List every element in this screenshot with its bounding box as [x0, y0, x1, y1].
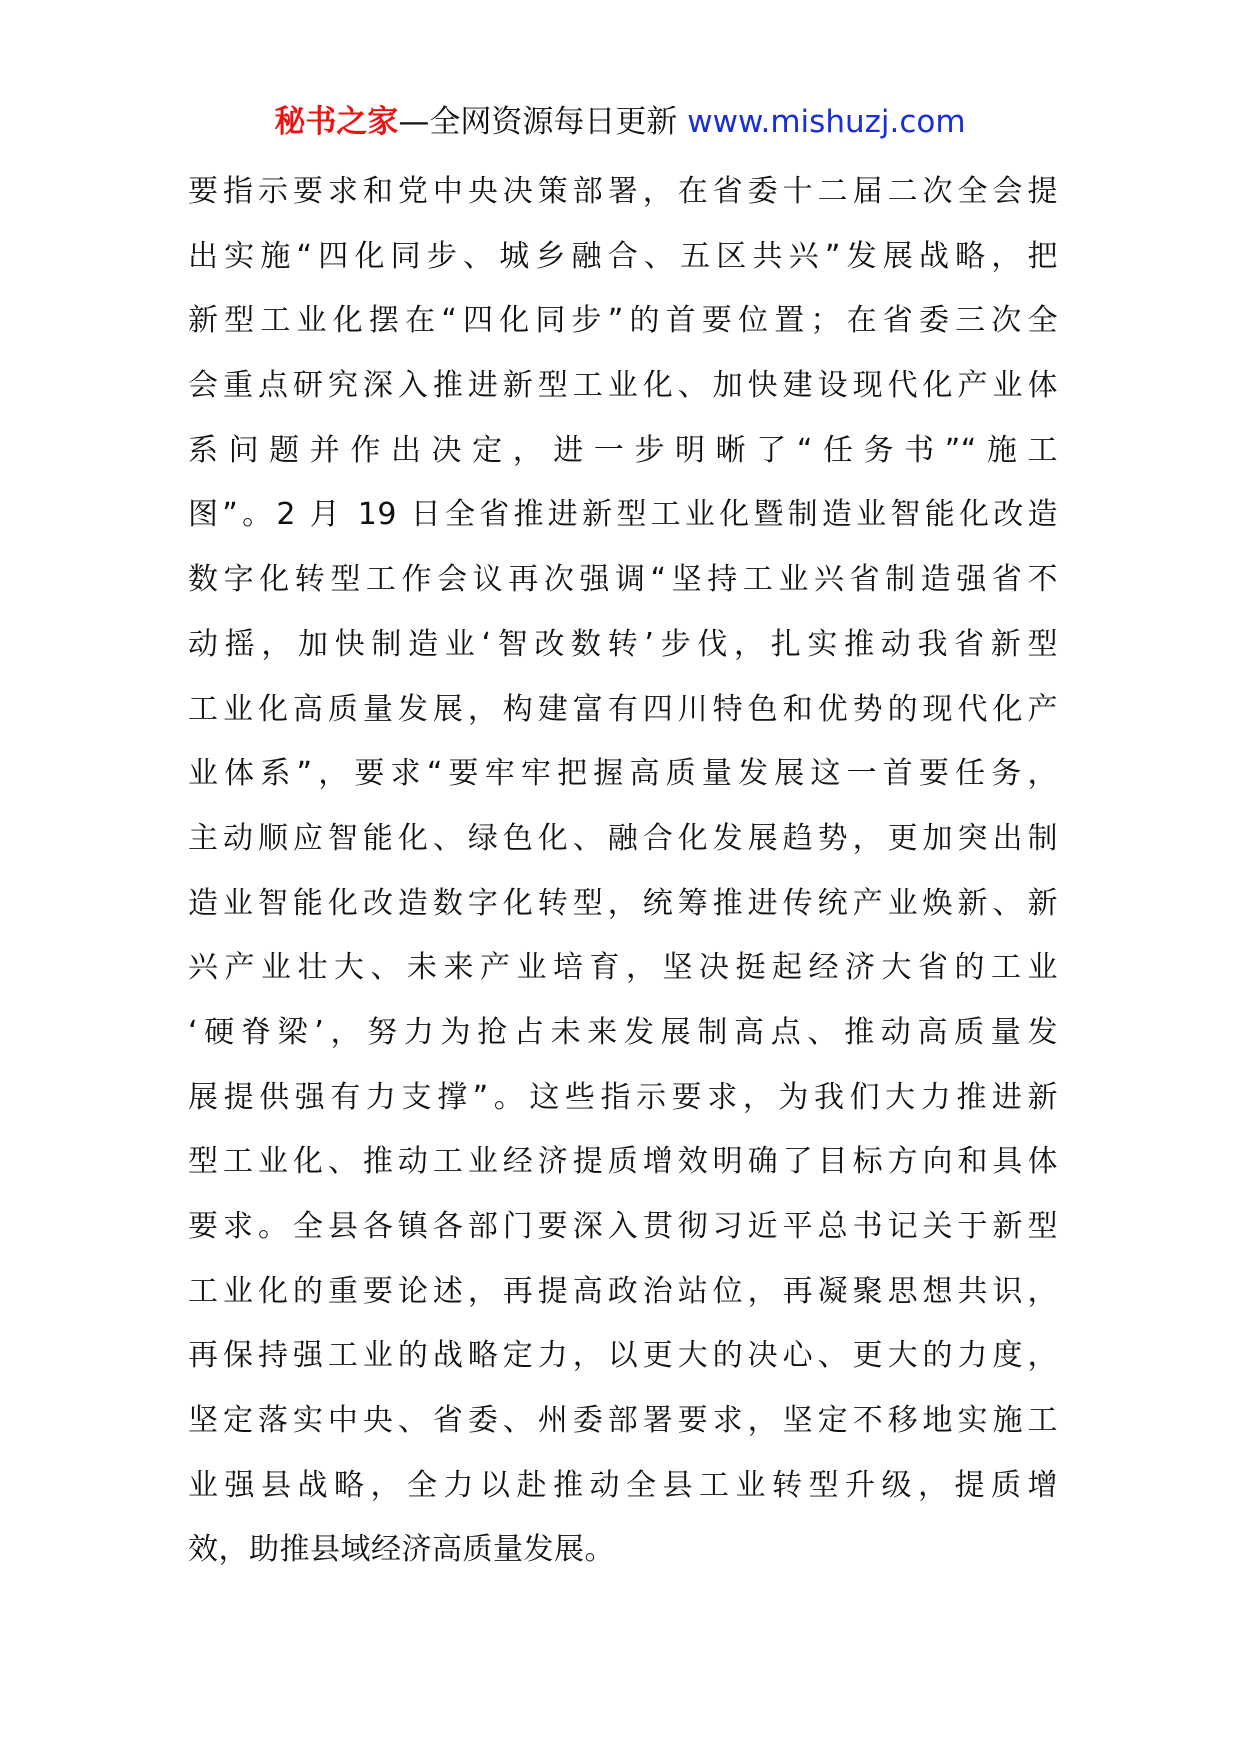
body-line: 工业化的重要论述，再提高政治站位，再凝聚思想共识， [188, 1273, 1058, 1309]
body-line: 新型工业化摆在“四化同步”的首要位置；在省委三次全 [188, 303, 1058, 339]
page-header [0, 100, 1240, 144]
body-line: 兴产业壮大、未来产业培育，坚决挺起经济大省的工业 [188, 950, 1058, 986]
body-line: 造业智能化改造数字化转型，统筹推进传统产业焕新、新 [188, 885, 1058, 921]
body-line: 型工业化、推动工业经济提质增效明确了目标方向和具体 [188, 1144, 1058, 1180]
body-line: 工业化高质量发展，构建富有四川特色和优势的现代化产 [188, 691, 1058, 727]
body-line: 要指示要求和党中央决策部署，在省委十二届二次全会提 [188, 174, 1058, 209]
body-line: 会重点研究深入推进新型工业化、加快建设现代化产业体 [188, 368, 1058, 404]
body-line: 再保持强工业的战略定力，以更大的决心、更大的力度， [188, 1338, 1058, 1374]
body-line: 系问题并作出决定，进一步明晰了“任务书”“施工 [188, 432, 1058, 468]
body-line-last: 效，助推县域经济高质量发展。 [188, 1532, 615, 1568]
body-line: 坚定落实中央、省委、州委部署要求，坚定不移地实施工 [188, 1403, 1058, 1439]
body-line: 动摇，加快制造业‘智改数转’步伐，扎实推动我省新型 [188, 626, 1058, 662]
body-line: 展提供强有力支撑”。这些指示要求，为我们大力推进新 [188, 1079, 1058, 1115]
body-line: 要求。全县各镇各部门要深入贯彻习近平总书记关于新型 [188, 1209, 1058, 1244]
body-line: ‘硬脊梁’，努力为抢占未来发展制高点、推动高质量发 [188, 1014, 1058, 1050]
body-line: 出实施“四化同步、城乡融合、五区共兴”发展战略，把 [188, 238, 1058, 274]
body-line: 业强县战略，全力以赴推动全县工业转型升级，提质增 [188, 1467, 1058, 1503]
site-tagline: —全网资源每日更新 [398, 104, 678, 140]
document-body [188, 160, 1058, 1583]
body-line: 图”。2 月 19 日全省推进新型工业化暨制造业智能化改造 [188, 497, 1058, 533]
body-line: 主动顺应智能化、绿色化、融合化发展趋势，更加突出制 [188, 820, 1058, 856]
site-url-link[interactable]: www.mishuzj.com [687, 104, 966, 140]
body-line: 业体系”，要求“要牢牢把握高质量发展这一首要任务， [188, 756, 1058, 792]
body-line: 数字化转型工作会议再次强调“坚持工业兴省制造强省不 [188, 562, 1058, 598]
site-brand: 秘书之家 [274, 104, 399, 140]
